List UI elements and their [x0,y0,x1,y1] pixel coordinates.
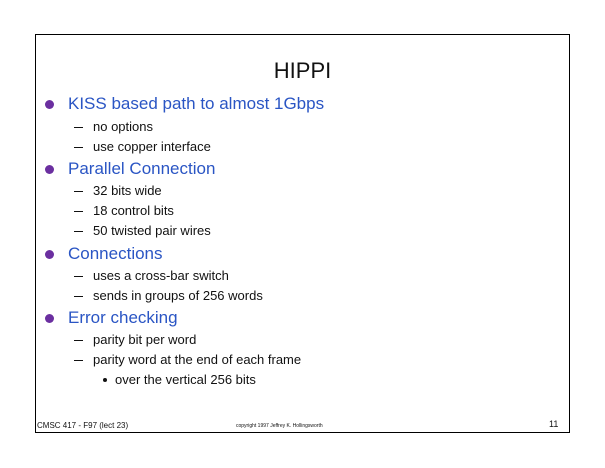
subsub-item-text: over the vertical 256 bits [115,372,256,387]
dash-icon [74,127,83,128]
page-number: 11 [549,419,559,429]
small-bullet-icon [103,378,107,382]
dash-icon [74,276,83,277]
sub-item-text: sends in groups of 256 words [93,288,263,303]
bullet-dot-icon [45,100,54,109]
slide-title: HIPPI [273,58,332,83]
bullet-dot-icon [45,165,54,174]
dash-icon [74,211,83,212]
sub-item-text: parity bit per word [93,332,197,347]
bullet-item [45,94,324,114]
sub-item [74,268,229,284]
sub-item-text: parity word at the end of each frame [93,352,302,367]
subsub-item [103,372,256,388]
sub-item [74,203,174,219]
bullet-text: KISS based path to almost 1Gbps [68,94,325,113]
bullet-item [45,244,163,264]
dash-icon [74,360,83,361]
sub-item [74,332,196,348]
sub-item [74,288,263,304]
bullet-dot-icon [45,250,54,259]
bullet-text: Parallel Connection [68,159,216,178]
bullet-text: Connections [68,244,163,263]
dash-icon [74,231,83,232]
sub-item [74,183,162,199]
bullet-item [45,159,215,179]
footer-course: CMSC 417 - F97 (lect 23) [37,421,129,430]
dash-icon [74,191,83,192]
sub-item [74,223,211,239]
sub-item-text: no options [93,119,153,134]
sub-item-text: 18 control bits [93,203,174,218]
sub-item [74,119,153,135]
dash-icon [74,296,83,297]
sub-item [74,139,211,155]
sub-item-text: 32 bits wide [93,183,162,198]
bullet-dot-icon [45,314,54,323]
bullet-item [45,308,178,328]
dash-icon [74,340,83,341]
bullet-text: Error checking [68,308,178,327]
sub-item-text: use copper interface [93,139,211,154]
sub-item-text: uses a cross-bar switch [93,268,229,283]
dash-icon [74,147,83,148]
footer-copyright: copyright 1997 Jeffrey K. Hollingsworth [236,423,323,429]
sub-item [74,352,301,368]
sub-item-text: 50 twisted pair wires [93,223,211,238]
